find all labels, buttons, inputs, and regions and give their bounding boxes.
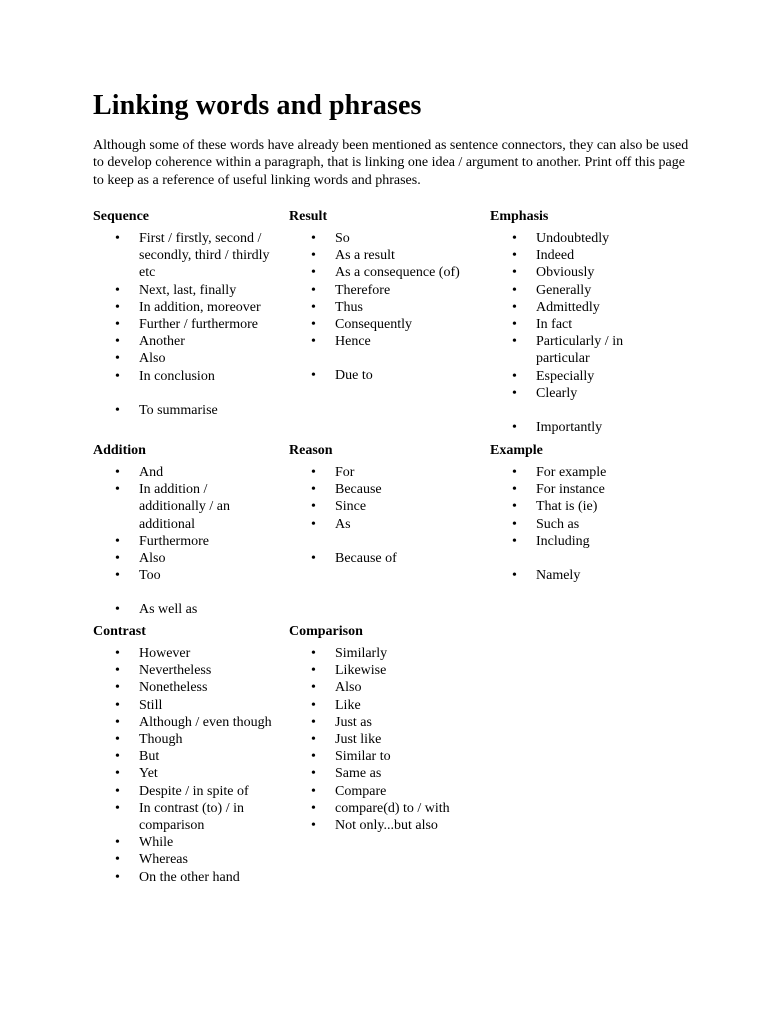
list-item: • However [93, 645, 283, 662]
list-item: • As [289, 516, 479, 533]
list-item: • Also [289, 679, 489, 696]
list-item: • First / firstly, second / secondly, third / thirdly etc [93, 230, 283, 282]
list-item: • In contrast (to) / in comparison [93, 800, 283, 834]
list-item: • Including [490, 533, 680, 550]
list-item: • Similar to [289, 748, 489, 765]
section-sequence [93, 208, 283, 419]
section-contrast [93, 623, 283, 886]
list-item: • But [93, 748, 283, 765]
section-comparison [289, 623, 479, 834]
section-title: Emphasis [490, 209, 549, 224]
list-item: • Also [93, 550, 273, 567]
page-title: Linking words and phrases [93, 90, 422, 121]
intro-paragraph: Although some of these words have already been mentioned as sentence connectors, they can also be used to develop coherence within a paragraph, that is linking one idea / argument to another. Print off this page to keep as a reference of useful linking words and phrases. [93, 138, 689, 188]
list-item: • Too [93, 567, 273, 584]
list-item: • Also [93, 350, 283, 367]
list-item: • compare(d) to / with [289, 800, 489, 817]
list-item: • Further / furthermore [93, 316, 283, 333]
list-item: • Undoubtedly [490, 230, 650, 247]
section-title: Comparison [289, 624, 363, 639]
section-title: Addition [93, 443, 146, 458]
list-item: • Generally [490, 282, 650, 299]
list-item: • While [93, 834, 283, 851]
list-item: • Another [93, 333, 283, 350]
list-item: • Like [289, 697, 489, 714]
list-item: • Since [289, 498, 479, 515]
list-item: • Furthermore [93, 533, 273, 550]
list-item: • Thus [289, 299, 489, 316]
list-item: • In conclusion [93, 368, 283, 385]
list-item: • As a consequence (of) [289, 264, 489, 281]
section-example [490, 442, 680, 584]
list-item: • That is (ie) [490, 498, 680, 515]
list-item: • Consequently [289, 316, 489, 333]
section-reason [289, 442, 479, 567]
list-item: • As well as [93, 601, 273, 618]
list-item: • On the other hand [93, 869, 283, 886]
list-item: • Despite / in spite of [93, 783, 283, 800]
list-item: • Hence [289, 333, 489, 350]
list-item: • Importantly [490, 419, 650, 436]
list-item: • Particularly / in particular [490, 333, 650, 367]
section-emphasis [490, 208, 680, 436]
list-item: • For example [490, 464, 680, 481]
list-item: • Though [93, 731, 283, 748]
list-item: • For instance [490, 481, 680, 498]
list-item: • Compare [289, 783, 489, 800]
section-title: Contrast [93, 624, 146, 639]
list-item: • To summarise [93, 402, 283, 419]
list-item: • For [289, 464, 479, 481]
list-item: • And [93, 464, 273, 481]
list-item: • Not only...but also [289, 817, 489, 834]
list-item: • As a result [289, 247, 489, 264]
list-item: • Just like [289, 731, 489, 748]
list-item: • Because [289, 481, 479, 498]
list-item: • Similarly [289, 645, 489, 662]
list-item: • Nonetheless [93, 679, 283, 696]
list-item: • Indeed [490, 247, 650, 264]
list-item: • In fact [490, 316, 650, 333]
section-addition [93, 442, 283, 619]
section-result [289, 208, 479, 385]
list-item: • Just as [289, 714, 489, 731]
list-item: • Namely [490, 567, 680, 584]
list-item: • Next, last, finally [93, 282, 283, 299]
section-title: Example [490, 443, 543, 458]
list-item: • Because of [289, 550, 479, 567]
list-item: • Therefore [289, 282, 489, 299]
list-item: • Yet [93, 765, 283, 782]
section-title: Result [289, 209, 328, 224]
list-item: • In addition / additionally / an additional [93, 481, 273, 533]
list-item: • Although / even though [93, 714, 283, 731]
list-item: • Likewise [289, 662, 489, 679]
section-title: Sequence [93, 209, 149, 224]
list-item: • Still [93, 697, 283, 714]
list-item: • Due to [289, 367, 489, 384]
list-item: • Such as [490, 516, 680, 533]
list-item: • Same as [289, 765, 489, 782]
list-item: • Obviously [490, 264, 650, 281]
list-item: • Nevertheless [93, 662, 283, 679]
list-item: • Admittedly [490, 299, 650, 316]
list-item: • Especially [490, 368, 650, 385]
list-item: • In addition, moreover [93, 299, 283, 316]
list-item: • So [289, 230, 489, 247]
list-item: • Whereas [93, 851, 283, 868]
section-title: Reason [289, 443, 333, 458]
list-item: • Clearly [490, 385, 650, 402]
